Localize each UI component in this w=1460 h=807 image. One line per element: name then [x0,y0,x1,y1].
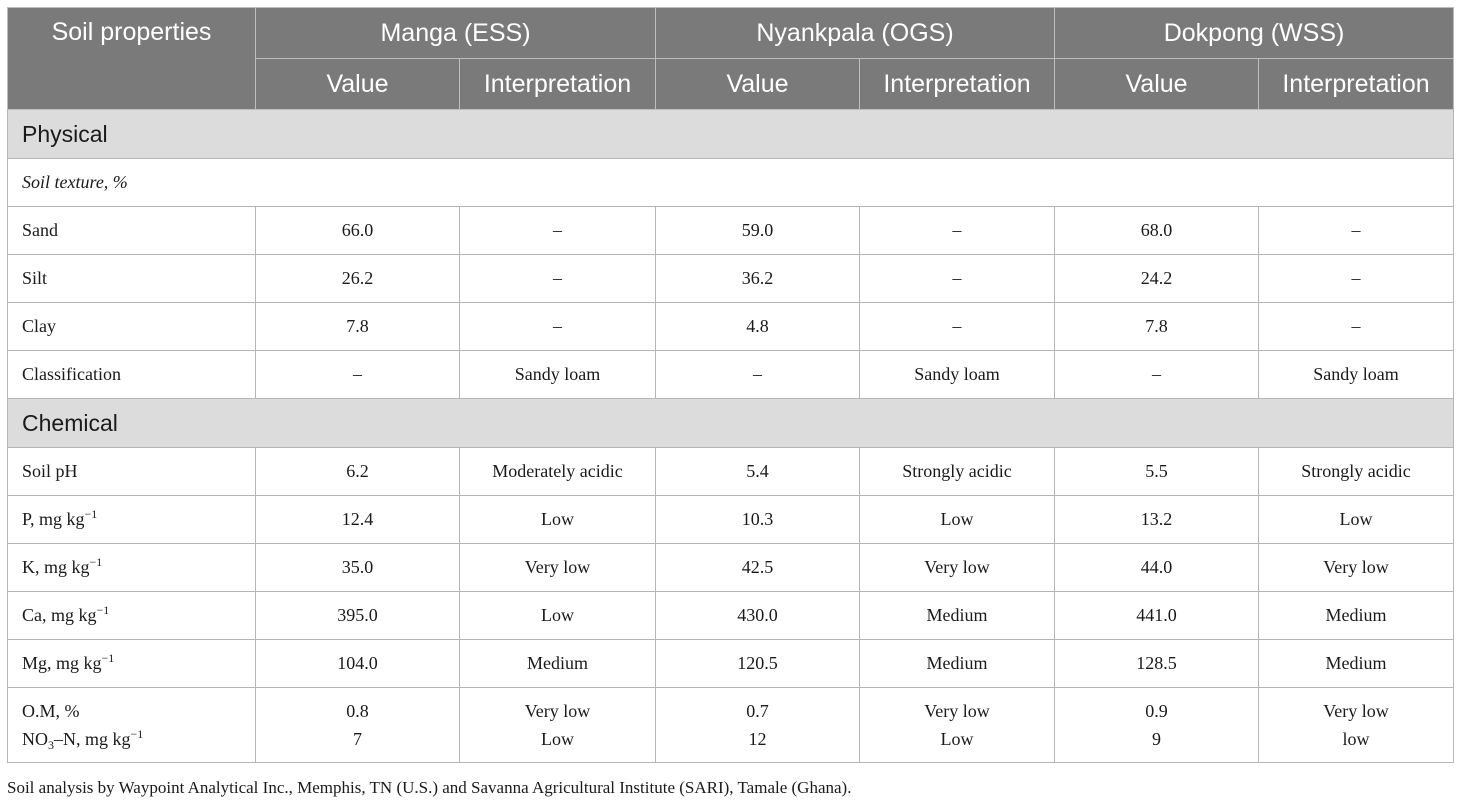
table-cell: 35.0 [256,544,460,592]
table-cell: Strongly acidic [1259,448,1454,496]
header-site-manga: Manga (ESS) [256,8,656,59]
header-interpretation-dokpong: Interpretation [1259,59,1454,110]
table-cell: – [1259,303,1454,351]
table-cell: 59.0 [656,207,860,255]
table-cell: 128.5 [1055,640,1259,688]
no3-label [22,725,241,753]
table-cell: – [860,255,1055,303]
om-interpretation: Very low [924,701,990,721]
header-site-nyankpala: Nyankpala (OGS) [656,8,1055,59]
row-label [8,640,256,688]
row-label-exponent: −1 [84,507,98,521]
subsection-title-soil-texture: Soil texture, % [8,159,1454,207]
table-cell: 26.2 [256,255,460,303]
no3-label-exponent: −1 [130,727,144,741]
table-cell: Low [460,592,656,640]
row-label-exponent: −1 [96,603,110,617]
om-value: 0.9 [1145,701,1168,721]
table-cell: – [256,351,460,399]
om-interpretation: Very low [524,701,591,721]
table-row [8,351,1454,399]
table-cell: 120.5 [656,640,860,688]
no3-value: 7 [353,729,362,749]
table-row [8,640,1454,688]
header-interpretation-nyankpala: Interpretation [860,59,1055,110]
header-interpretation-manga: Interpretation [460,59,656,110]
header-row-sites [8,8,1454,59]
table-cell: 44.0 [1055,544,1259,592]
table-cell: Strongly acidic [860,448,1055,496]
table-cell-combined [256,688,460,763]
table-cell: 430.0 [656,592,860,640]
table-cell: 13.2 [1055,496,1259,544]
no3-interpretation: Low [940,729,974,749]
table-cell: – [460,303,656,351]
table-cell: 10.3 [656,496,860,544]
section-title-chemical: Chemical [8,399,1454,448]
table-cell: Very low [1259,544,1454,592]
table-row [8,303,1454,351]
header-value-manga: Value [256,59,460,110]
row-label [8,544,256,592]
table-cell: 7.8 [1055,303,1259,351]
row-label [8,592,256,640]
table-row [8,448,1454,496]
table-cell: – [860,207,1055,255]
table-cell: – [1259,207,1454,255]
table-body [8,110,1454,763]
row-label-text: K, mg kg [22,557,90,577]
om-value: 0.7 [746,701,769,721]
table-cell: 4.8 [656,303,860,351]
table-cell: 104.0 [256,640,460,688]
table-row [8,255,1454,303]
table-cell: 42.5 [656,544,860,592]
table-row [8,592,1454,640]
table-cell: – [1055,351,1259,399]
table-cell: 68.0 [1055,207,1259,255]
row-label: Classification [8,351,256,399]
table-cell: 7.8 [256,303,460,351]
table-cell: Medium [1259,640,1454,688]
table-cell: – [656,351,860,399]
subsection-row-soil-texture [8,159,1454,207]
row-label-text: Mg, mg kg [22,653,102,673]
table-cell-combined [860,688,1055,763]
table-footnote: Soil analysis by Waypoint Analytical Inc., Memphis, TN (U.S.) and Savanna Agricultural Institute (SARI), Tamale (Ghana). [7,778,852,797]
no3-label-subscript: 3 [48,738,54,752]
no3-interpretation: Low [541,729,574,749]
table-row [8,207,1454,255]
header-value-dokpong: Value [1055,59,1259,110]
table-cell: Low [1259,496,1454,544]
no3-label-unit: –N, mg kg [54,729,131,749]
table-cell: Medium [1259,592,1454,640]
no3-label-text: NO [22,729,48,749]
section-row-physical [8,110,1454,159]
table-cell: Low [860,496,1055,544]
table-cell-combined [1259,688,1454,763]
no3-value: 9 [1152,729,1162,749]
no3-interpretation: low [1342,729,1370,749]
row-label-text: P, mg kg [22,509,85,529]
row-label: Sand [8,207,256,255]
row-label [8,496,256,544]
table-cell: – [460,255,656,303]
om-interpretation: Very low [1323,701,1389,721]
table-cell: 12.4 [256,496,460,544]
header-soil-properties: Soil properties [8,8,256,110]
table-cell: 6.2 [256,448,460,496]
table-cell: Sandy loam [1259,351,1454,399]
table-cell: 395.0 [256,592,460,640]
row-label-text: Ca, mg kg [22,605,97,625]
table-cell: Sandy loam [460,351,656,399]
table-cell: – [460,207,656,255]
row-label-exponent: −1 [89,555,103,569]
table-row [8,544,1454,592]
table-row-combined [8,688,1454,763]
table-cell: 441.0 [1055,592,1259,640]
header-site-dokpong: Dokpong (WSS) [1055,8,1454,59]
row-label: Soil pH [8,448,256,496]
table-cell: 5.4 [656,448,860,496]
table-cell-combined [460,688,656,763]
table-cell-combined [656,688,860,763]
table-cell: Sandy loam [860,351,1055,399]
soil-properties-table [7,7,1454,763]
row-label: Clay [8,303,256,351]
table-cell: 36.2 [656,255,860,303]
table-cell: Medium [860,640,1055,688]
table-cell: Very low [860,544,1055,592]
table-row [8,496,1454,544]
om-value: 0.8 [346,701,369,721]
table-cell: 5.5 [1055,448,1259,496]
section-row-chemical [8,399,1454,448]
table-cell: 24.2 [1055,255,1259,303]
table-cell: – [1259,255,1454,303]
om-label: O.M, % [22,701,80,721]
table-cell: Low [460,496,656,544]
header-value-nyankpala: Value [656,59,860,110]
row-label: Silt [8,255,256,303]
table-cell-combined [1055,688,1259,763]
table-cell: Medium [860,592,1055,640]
table-cell: – [860,303,1055,351]
table-cell: Moderately acidic [460,448,656,496]
table-header [8,8,1454,110]
table-cell: Medium [460,640,656,688]
soil-properties-table-container [7,7,1453,763]
table-cell: Very low [460,544,656,592]
row-label-combined [8,688,256,763]
table-cell: 66.0 [256,207,460,255]
section-title-physical: Physical [8,110,1454,159]
no3-value: 12 [748,729,767,749]
row-label-exponent: −1 [101,651,115,665]
